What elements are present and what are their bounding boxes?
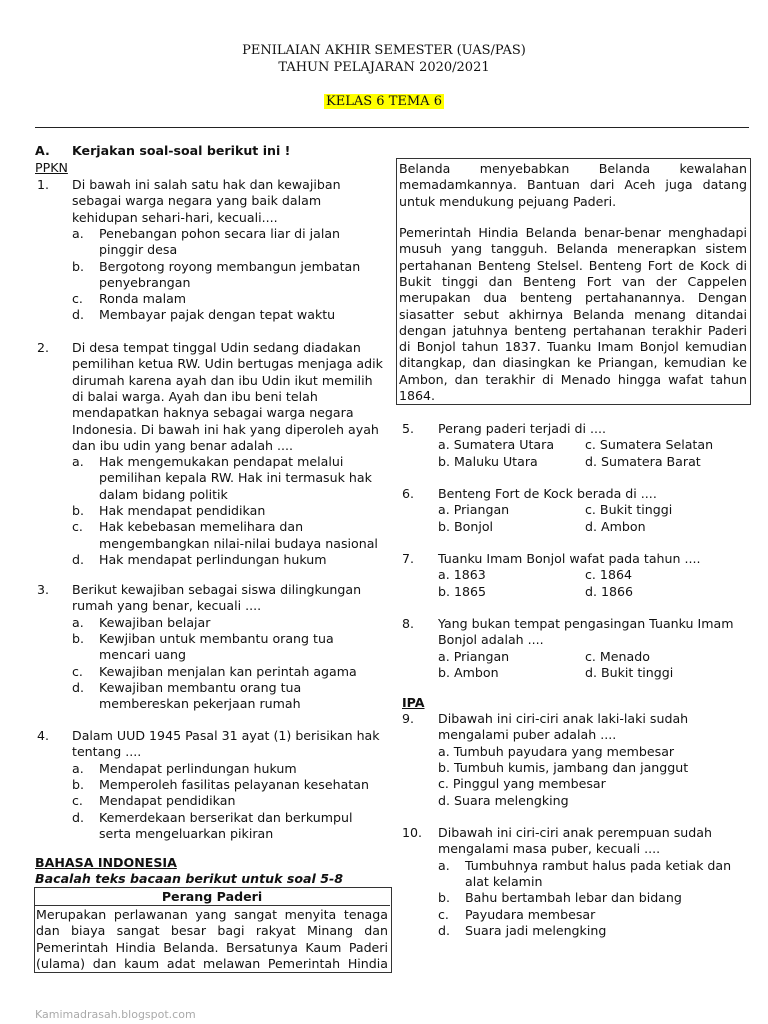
question-text: pemilihan ketua RW. Udin bertugas menjaga adik [72,356,383,372]
question-number: 2. [37,340,50,355]
question-text: Dibawah ini ciri-ciri anak perempuan sudah [438,825,712,840]
question-number: 6. [402,486,415,501]
question-text: Tuanku Imam Bonjol wafat pada tahun .... [438,551,701,566]
option-text: serta mengeluarkan pikiran [99,825,274,841]
option-text: b. 1865 [438,583,487,599]
reading-title: Perang Paderi [161,889,263,904]
question-text: Berikut kewajiban sebagai siswa dilingkungan [72,582,362,597]
reading-text: dan biaya sangat besar bagi rakyat Minang dan [36,923,388,939]
option-label: c. [72,291,83,307]
reading-text: di Bonjol tahun 1837. Tuanku Imam Bonjol kemudian [399,339,747,355]
reading-text: Merupakan perlawanan yang sangat menyita tenaga [36,907,388,922]
reading-text: Belanda menyebabkan Belanda kewalahan [399,161,747,176]
question-text: mendapatkan haknya sebagai warga negara [72,405,354,421]
question-text: di balai warga. Ayah dan ibu beni telah [72,388,318,404]
option-text: a. Tumbuh payudara yang membesar [438,743,675,759]
option-label: a. [72,454,84,470]
reading-text: Pemerintah Hindia Belanda. Bersatunya Kaum Paderi [36,939,388,955]
option-label: c. [72,793,83,809]
question-text: sebagai warga negara yang baik dalam [72,193,322,209]
question-text: Indonesia. Di bawah ini hak yang diperoleh ayah [72,421,379,437]
option-label: d. [438,922,450,938]
academic-year: TAHUN PELAJARAN 2020/2021 [278,60,490,75]
question-text: Yang bukan tempat pengasingan Tuanku Imam [438,616,734,631]
reading-title-rule [34,905,390,906]
section-label: A. [35,143,50,158]
option-label: a. [72,760,84,776]
option-text: a. Priangan [438,648,510,664]
question-text: dan ibu udin yang benar adalah .... [72,437,294,453]
option-label: a. [438,857,450,873]
option-text: Kewajiban belajar [99,614,211,630]
option-label: c. [72,519,83,535]
reading-text: pertahanan Benteng Stelsel. Benteng Fort de Kock di [399,257,747,273]
question-text: kehidupan sehari-hari, kecuali.... [72,209,278,225]
option-text: Bergotong royong membangun jembatan [99,258,361,274]
exam-title: PENILAIAN AKHIR SEMESTER (UAS/PAS) [242,43,526,58]
question-text: Perang paderi terjadi di .... [438,421,606,436]
reading-text: Ambon, dan terakhir di Menado hingga wafat tahun [399,371,747,387]
option-label: b. [72,630,84,646]
class-label [0,93,768,110]
option-text: Memperoleh fasilitas pelayanan kesehatan [99,776,369,792]
class-highlight: KELAS 6 TEMA 6 [326,94,442,109]
option-label: b. [72,503,84,518]
option-text: d. Sumatera Barat [585,453,701,469]
option-text: Kemerdekaan berserikat dan berkumpul [99,809,353,825]
question-number: 10. [402,825,423,840]
option-text: b. Bonjol [438,518,494,534]
question-number: 7. [402,551,415,566]
bahasa-heading: BAHASA INDONESIA [35,855,177,870]
option-label: b. [438,890,450,906]
footer-watermark: Kamimadrasah.blogspot.com [35,1008,196,1021]
question-text: dirumah karena ayah dan ibu Udin ikut memilih [72,372,373,388]
section-instruction: Kerjakan soal-soal berikut ini ! [72,143,291,158]
option-text: membereskan pekerjaan rumah [99,696,301,712]
question-text: Benteng Fort de Kock berada di .... [438,486,657,501]
reading-text: ditangkap, dan diasingkan ke Priangan, kemudian ke [399,355,747,371]
bahasa-instruction: Bacalah teks bacaan berikut untuk soal 5-8 [35,871,343,886]
option-text: mencari uang [99,647,186,663]
reading-text: Bukit tinggi dan Benteng Fort van der Cappelen [399,273,747,289]
option-text: Bahu bertambah lebar dan bidang [465,890,682,906]
option-label: a. [72,614,84,630]
option-label: c. [72,663,83,679]
question-number: 1. [37,177,50,192]
option-text: b. Ambon [438,664,499,680]
option-label: b. [72,258,84,274]
option-text: a. 1863 [438,567,486,583]
question-text: Dibawah ini ciri-ciri anak laki-laki sudah [438,711,689,726]
reading-text: merupakan dua benteng pertahanannya. Dengan [399,290,747,306]
question-text: mengalami puber adalah .... [438,727,617,743]
question-number: 5. [402,421,415,436]
reading-text: Pemerintah Hindia Belanda benar-benar menghadapi [399,225,747,240]
option-label: c. [438,906,449,922]
question-text: tentang .... [72,744,142,760]
option-text: Kewjiban untuk membantu orang tua [99,630,334,646]
header-divider [35,127,749,128]
option-text: a. Sumatera Utara [438,437,555,453]
option-text: Hak mengemukakan pendapat melalui [99,454,344,470]
reading-text: memadamkannya. Bantuan dari Aceh juga datang [399,177,747,193]
option-label: d. [72,679,84,695]
question-text: Di desa tempat tinggal Udin sedang diadakan [72,340,361,355]
option-text: b. Tumbuh kumis, jambang dan janggut [438,759,689,775]
option-text: Hak mendapat perlindungan hukum [99,551,327,567]
option-text: a. Priangan [438,502,510,518]
question-number: 8. [402,616,415,631]
option-label: d. [72,551,84,567]
question-text: Dalam UUD 1945 Pasal 31 ayat (1) berisikan hak [72,728,380,743]
option-text: d. 1866 [585,583,634,599]
reading-text: dengan jatuhnya benteng pertahanan terakhir Paderi [399,322,747,338]
option-text: Mendapat pendidikan [99,793,236,809]
option-label: d. [72,307,84,323]
question-number: 9. [402,711,415,726]
option-text: penyebrangan [99,274,191,290]
option-text: Mendapat perlindungan hukum [99,760,297,776]
option-text: Membayar pajak dengan tepat waktu [99,307,336,323]
option-label: b. [72,776,84,792]
question-text: Di bawah ini salah satu hak dan kewajiban [72,177,341,192]
option-text: Hak mendapat pendidikan [99,503,266,518]
reading-text: untuk mendukung pejuang Paderi. [399,193,617,209]
option-text: Kewajiban membantu orang tua [99,679,302,695]
reading-text: (ulama) dan kaum adat melawan Pemerintah Hindia [36,955,388,971]
option-text: c. Menado [585,648,650,664]
question-number: 3. [37,582,50,597]
option-text: c. Pinggul yang membesar [438,776,606,792]
option-text: pinggir desa [99,242,178,258]
question-text: mengalami masa puber, kecuali .... [438,841,661,857]
ppkn-heading: PPKN [35,160,68,175]
option-text: b. Maluku Utara [438,453,538,469]
option-text: Kewajiban menjalan kan perintah agama [99,663,357,679]
question-text: rumah yang benar, kecuali .... [72,598,262,614]
option-text: alat kelamin [465,873,543,889]
option-text: Penebangan pohon secara liar di jalan [99,225,341,241]
ipa-heading: IPA [402,695,425,710]
reading-text: siasatter sebut akhirnya Belanda menang ditandai [399,306,747,322]
option-text: c. 1864 [585,567,632,583]
option-text: dalam bidang politik [99,486,228,502]
option-text: Suara jadi melengking [465,922,607,938]
reading-text: 1864. [399,388,436,403]
option-text: mengembangkan nilai-nilai budaya nasional [99,535,378,551]
option-text: d. Bukit tinggi [585,664,674,680]
option-text: Ronda malam [99,291,187,307]
option-text: Hak kebebasan memelihara dan [99,519,304,535]
option-text: c. Sumatera Selatan [585,437,714,453]
reading-text: musuh yang tangguh. Belanda menerapkan sistem [399,241,747,257]
option-text: Payudara membesar [465,906,596,922]
option-text: d. Suara melengking [438,792,569,808]
option-label: a. [72,225,84,241]
option-text: pemilihan kepala RW. Hak ini termasuk hak [99,470,372,486]
question-text: Bonjol adalah .... [438,632,544,648]
option-text: c. Bukit tinggi [585,502,673,518]
option-label: d. [72,809,84,825]
option-text: Tumbuhnya rambut halus pada ketiak dan [465,857,732,873]
question-number: 4. [37,728,50,743]
option-text: d. Ambon [585,518,646,534]
